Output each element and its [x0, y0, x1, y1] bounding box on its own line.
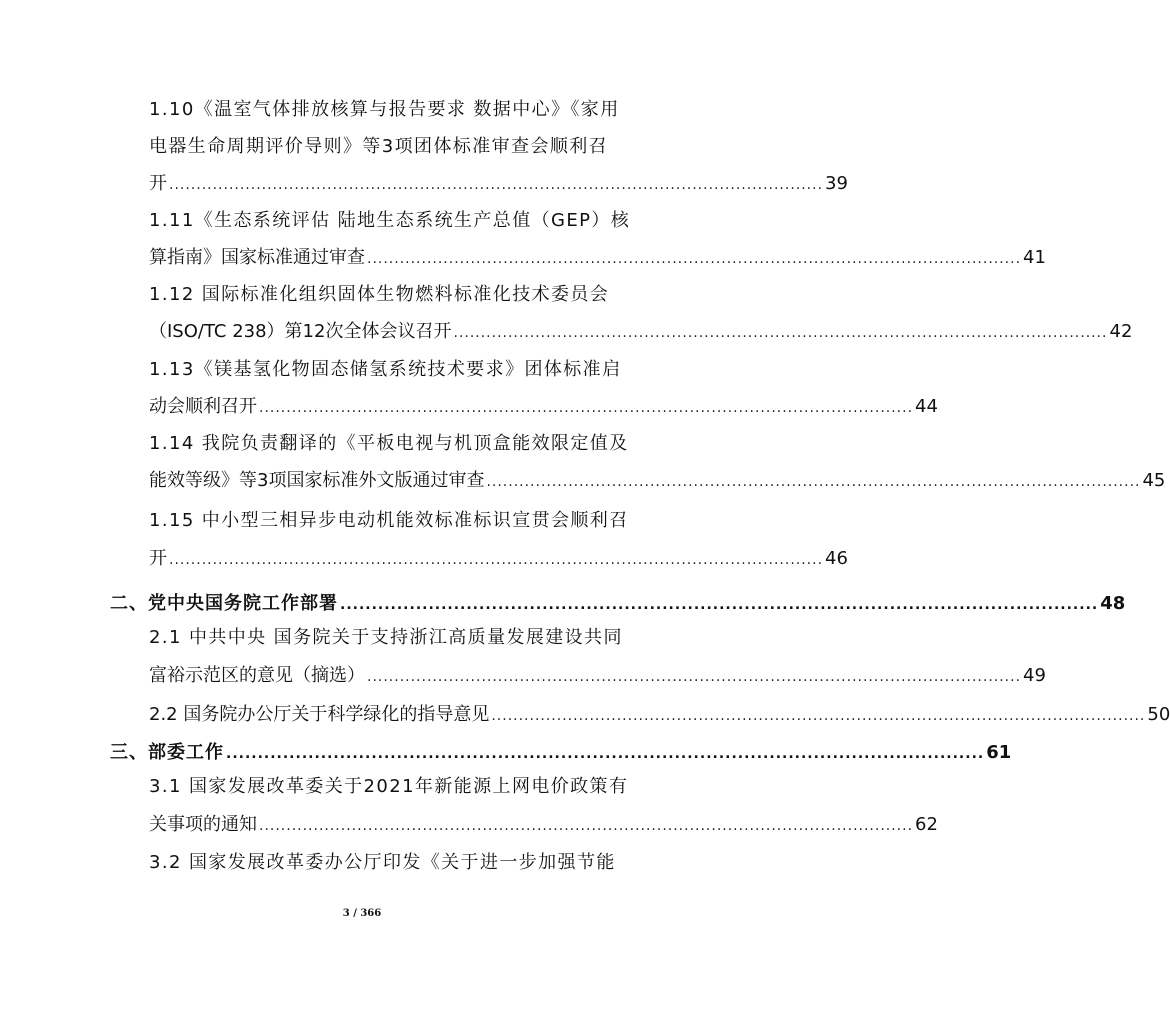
- toc-leader-dots: ........................................................................................................................: [340, 597, 1099, 613]
- toc-leader-dots: ........................................................................................................................: [259, 818, 914, 834]
- toc-entry-2-2-page: 50: [1147, 704, 1170, 725]
- toc-section-2[interactable]: [110, 586, 1126, 622]
- toc-leader-dots: ........................................................................................................................: [169, 177, 824, 193]
- toc-leader-dots: ........................................................................................................................: [169, 552, 824, 568]
- toc-entry-3-1-line-2[interactable]: [149, 807, 938, 843]
- toc-entry-1-12-page: 42: [1109, 321, 1133, 342]
- toc-entry-1-12-text: （ISO/TC 238）第12次全体会议召开: [149, 321, 452, 342]
- toc-entry-1-14-page: 45: [1142, 470, 1166, 491]
- toc-leader-dots: ........................................................................................................................: [486, 474, 1141, 490]
- toc-entry-1-15-page: 46: [825, 548, 848, 569]
- toc-entry-1-10-line-3[interactable]: [149, 166, 848, 202]
- toc-entry-1-15-line-2[interactable]: [149, 541, 848, 577]
- toc-section-3-title: 三、部委工作: [110, 742, 224, 763]
- toc-entry-1-10-page: 39: [825, 173, 848, 194]
- toc-entry-1-13-page: 44: [915, 396, 938, 417]
- toc-entry-1-12-line-2[interactable]: [149, 314, 1133, 350]
- toc-entry-2-1-line-1[interactable]: 2.1 中共中央 国务院关于支持浙江高质量发展建设共同: [149, 627, 623, 648]
- toc-entry-1-11-text: 算指南》国家标准通过审查: [149, 247, 365, 268]
- toc-section-3-page: 61: [986, 742, 1012, 763]
- toc-leader-dots: ........................................................................................................................: [367, 251, 1022, 267]
- toc-entry-1-15-text: 开: [149, 548, 167, 569]
- toc-entry-2-1-page: 49: [1023, 665, 1046, 686]
- toc-entry-1-12-line-1[interactable]: 1.12 国际标准化组织固体生物燃料标准化技术委员会: [149, 284, 610, 305]
- toc-leader-dots: ........................................................................................................................: [367, 669, 1022, 685]
- toc-entry-1-13-line-1[interactable]: 1.13《镁基氢化物固态储氢系统技术要求》团体标准启: [149, 359, 622, 380]
- toc-entry-2-1-line-2[interactable]: [149, 658, 1046, 694]
- toc-entry-3-2-line-1[interactable]: 3.2 国家发展改革委办公厅印发《关于进一步加强节能: [149, 852, 616, 873]
- toc-section-3[interactable]: [110, 735, 1012, 771]
- toc-leader-dots: ........................................................................................................................: [453, 325, 1108, 341]
- toc-entry-1-14-line-2[interactable]: [149, 463, 1166, 499]
- toc-entry-3-1-page: 62: [915, 814, 938, 835]
- toc-entry-3-1-text: 关事项的通知: [149, 814, 257, 835]
- toc-entry-1-13-text: 动会顺利召开: [149, 396, 257, 417]
- toc-section-2-page: 48: [1100, 593, 1126, 614]
- toc-entry-3-1-line-1[interactable]: 3.1 国家发展改革委关于2021年新能源上网电价政策有: [149, 776, 629, 797]
- toc-entry-1-10-text: 开: [149, 173, 167, 194]
- toc-entry-1-11-line-1[interactable]: 1.11《生态系统评估 陆地生态系统生产总值（GEP）核: [149, 210, 631, 231]
- toc-entry-1-15-line-1[interactable]: 1.15 中小型三相异步电动机能效标准标识宣贯会顺利召: [149, 510, 629, 531]
- toc-entry-2-2-text: 2.2 国务院办公厅关于科学绿化的指导意见: [149, 704, 490, 725]
- toc-entry-1-14-line-1[interactable]: 1.14 我院负责翻译的《平板电视与机顶盒能效限定值及: [149, 433, 629, 454]
- toc-entry-1-10-line-2[interactable]: 电器生命周期评价导则》等3项团体标准审查会顺利召: [149, 136, 609, 157]
- page-number-footer: 3 / 366: [342, 908, 382, 919]
- toc-entry-1-11-page: 41: [1023, 247, 1046, 268]
- toc-entry-2-1-text: 富裕示范区的意见（摘选）: [149, 665, 365, 686]
- toc-section-2-title: 二、党中央国务院工作部署: [110, 593, 338, 614]
- toc-entry-1-14-text: 能效等级》等3项国家标准外文版通过审查: [149, 470, 485, 491]
- toc-leader-dots: ........................................................................................................................: [491, 708, 1146, 724]
- toc-entry-2-2[interactable]: [149, 697, 1170, 733]
- toc-entry-1-13-line-2[interactable]: [149, 389, 938, 425]
- toc-leader-dots: ........................................................................................................................: [226, 746, 985, 762]
- toc-entry-1-11-line-2[interactable]: [149, 240, 1046, 276]
- toc-entry-1-10-line-1[interactable]: 1.10《温室气体排放核算与报告要求 数据中心》《家用: [149, 99, 620, 120]
- toc-leader-dots: ........................................................................................................................: [259, 400, 914, 416]
